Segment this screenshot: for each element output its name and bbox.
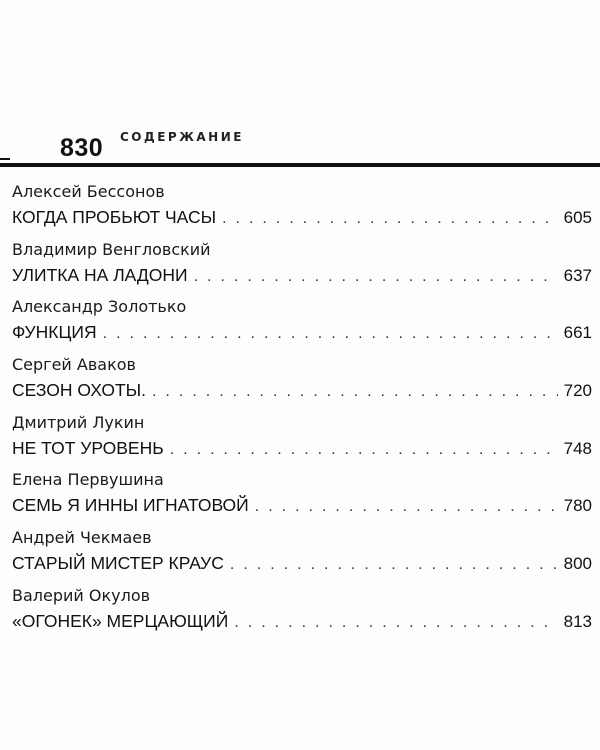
toc-title: КОГДА ПРОБЬЮТ ЧАСЫ — [12, 207, 217, 227]
toc-title-line — [12, 380, 596, 404]
table-of-contents — [12, 182, 596, 644]
toc-page-number: 637 — [563, 265, 592, 285]
toc-page-number: 813 — [563, 611, 592, 631]
toc-title: СТАРЫЙ МИСТЕР КРАУС — [12, 553, 224, 574]
toc-author: Елена Первушина — [12, 470, 164, 490]
toc-title-line — [12, 322, 596, 346]
header-rule — [0, 163, 600, 167]
toc-author: Валерий Окулов — [12, 585, 151, 605]
toc-entry — [12, 355, 596, 413]
toc-title: УЛИТКА НА ЛАДОНИ — [12, 264, 188, 285]
toc-page-number: 780 — [563, 496, 592, 516]
toc-leader-dots — [222, 210, 558, 228]
toc-title-line — [12, 611, 596, 635]
toc-title-line — [12, 265, 596, 289]
toc-title-line — [12, 438, 596, 462]
running-head: СОДЕРЖАНИЕ — [120, 130, 244, 144]
toc-title: СЕМЬ Я ИННЫ ИГНАТОВОЙ — [12, 495, 249, 516]
toc-author: Андрей Чекмаев — [12, 528, 152, 548]
toc-leader-dots — [230, 556, 558, 574]
toc-leader-dots — [234, 614, 557, 632]
toc-title-line — [12, 553, 596, 577]
toc-title: ФУНКЦИЯ — [12, 322, 97, 343]
toc-entry — [12, 413, 596, 471]
header-rule-tail — [0, 158, 10, 160]
toc-title-line — [12, 207, 596, 231]
toc-page-number: 605 — [563, 208, 592, 227]
toc-leader-dots — [103, 325, 558, 343]
toc-entry — [12, 528, 596, 586]
toc-title: «ОГОНЕК» МЕРЦАЮЩИЙ — [12, 610, 229, 631]
toc-page-number: 800 — [563, 554, 592, 574]
toc-author: Дмитрий Лукин — [12, 412, 145, 432]
toc-page-number: 661 — [563, 323, 592, 343]
toc-entry — [12, 182, 596, 240]
toc-title: СЕЗОН ОХОТЫ. — [12, 380, 146, 401]
toc-entry — [12, 586, 596, 644]
page-header — [0, 122, 600, 172]
toc-entry — [12, 240, 596, 298]
toc-leader-dots — [194, 268, 558, 286]
toc-author: Сергей Аваков — [12, 355, 136, 375]
page-number: 830 — [60, 134, 104, 162]
toc-author: Алексей Бессонов — [12, 182, 165, 201]
toc-entry — [12, 470, 596, 528]
toc-leader-dots — [255, 498, 558, 516]
toc-author: Владимир Венгловский — [12, 239, 211, 259]
toc-page-number: 720 — [563, 381, 592, 401]
toc-title-line — [12, 495, 596, 519]
toc-leader-dots — [170, 441, 558, 459]
toc-author: Александр Золотько — [12, 297, 187, 317]
toc-leader-dots — [152, 383, 558, 401]
toc-entry — [12, 297, 596, 355]
toc-page-number: 748 — [563, 438, 592, 458]
toc-title: НЕ ТОТ УРОВЕНЬ — [12, 437, 164, 458]
